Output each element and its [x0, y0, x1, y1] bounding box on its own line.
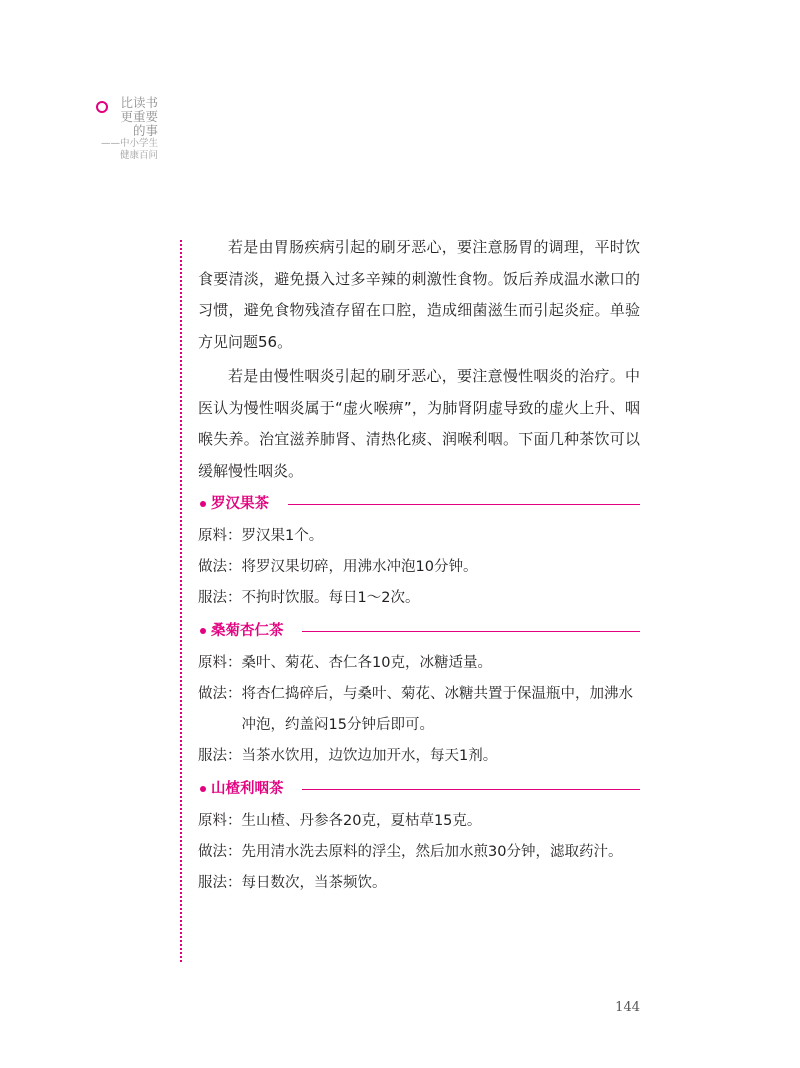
bullet-icon — [200, 501, 206, 507]
section-title: 山楂利咽茶 — [211, 781, 284, 797]
header-line-5: 健康百问 — [119, 150, 158, 161]
header-line-2: 更重要 — [120, 109, 158, 124]
header-line-4: ——中小学生 — [100, 138, 158, 149]
usage-row — [198, 868, 640, 899]
row-value: 生山楂、丹参各20克，夏枯草15克。 — [241, 813, 482, 829]
row-value: 不拘时饮服。每日1～2次。 — [241, 590, 420, 606]
heading-rule — [302, 789, 640, 790]
usage-row — [198, 741, 640, 772]
page-number: 144 — [615, 1000, 640, 1015]
method-row — [198, 679, 640, 741]
section-heading — [198, 494, 640, 514]
row-label: 做法： — [198, 844, 242, 860]
row-label: 做法： — [198, 686, 242, 702]
section-title: 罗汉果茶 — [211, 496, 269, 512]
row-value: 将罗汉果切碎，用沸水冲泡10分钟。 — [241, 559, 478, 575]
section-heading — [198, 779, 640, 799]
bullet-icon — [200, 786, 206, 792]
heading-rule — [302, 631, 640, 632]
ingredients-row — [198, 806, 640, 837]
row-value: 将杏仁捣碎后，与桑叶、菊花、冰糖共置于保温瓶中，加沸水冲泡，约盖闷15分钟后即可。 — [241, 686, 633, 733]
method-row — [198, 552, 640, 583]
row-label: 服法： — [198, 875, 242, 891]
row-value: 桑叶、菊花、杏仁各10克，冰糖适量。 — [241, 655, 492, 671]
paragraph: 若是由胃肠疾病引起的刷牙恶心，要注意肠胃的调理，平时饮食要清淡，避免摄入过多辛辣的刺激性食物。饭后养成温水漱口的习惯，避免食物残渣存留在口腔，造成细菌滋生而引起炎症。单验方见问题56。 — [198, 238, 640, 351]
ingredients-row — [198, 521, 640, 552]
ingredients-row — [198, 648, 640, 679]
header-line-1: 比读书 — [120, 95, 158, 110]
header-line-3: 的事 — [132, 123, 158, 138]
paragraph: 若是由慢性咽炎引起的刷牙恶心，要注意慢性咽炎的治疗。中医认为慢性咽炎属于“虚火喉痹”，为肺肾阴虚导致的虚火上升、咽喉失养。治宜滋养肺肾、清热化痰、润喉利咽。下面几种茶饮可以缓解慢性咽炎。 — [198, 367, 640, 480]
section-heading — [198, 621, 640, 641]
row-label: 服法： — [198, 748, 242, 764]
dotted-margin-line — [180, 240, 182, 962]
row-label: 服法： — [198, 590, 242, 606]
bullet-icon — [200, 628, 206, 634]
method-row — [198, 837, 640, 868]
row-value: 当茶水饮用，边饮边加开水，每天1剂。 — [241, 748, 498, 764]
heading-rule — [288, 504, 640, 505]
row-label: 做法： — [198, 559, 242, 575]
row-value: 罗汉果1个。 — [241, 528, 324, 544]
row-label: 原料： — [198, 813, 242, 829]
section-title: 桑菊杏仁茶 — [211, 623, 284, 639]
row-value: 每日数次，当茶频饮。 — [241, 875, 387, 891]
row-label: 原料： — [198, 528, 242, 544]
row-value: 先用清水洗去原料的浮尘，然后加水煎30分钟，滤取药汁。 — [241, 844, 623, 860]
usage-row — [198, 583, 640, 614]
row-label: 原料： — [198, 655, 242, 671]
main-content — [198, 232, 640, 899]
